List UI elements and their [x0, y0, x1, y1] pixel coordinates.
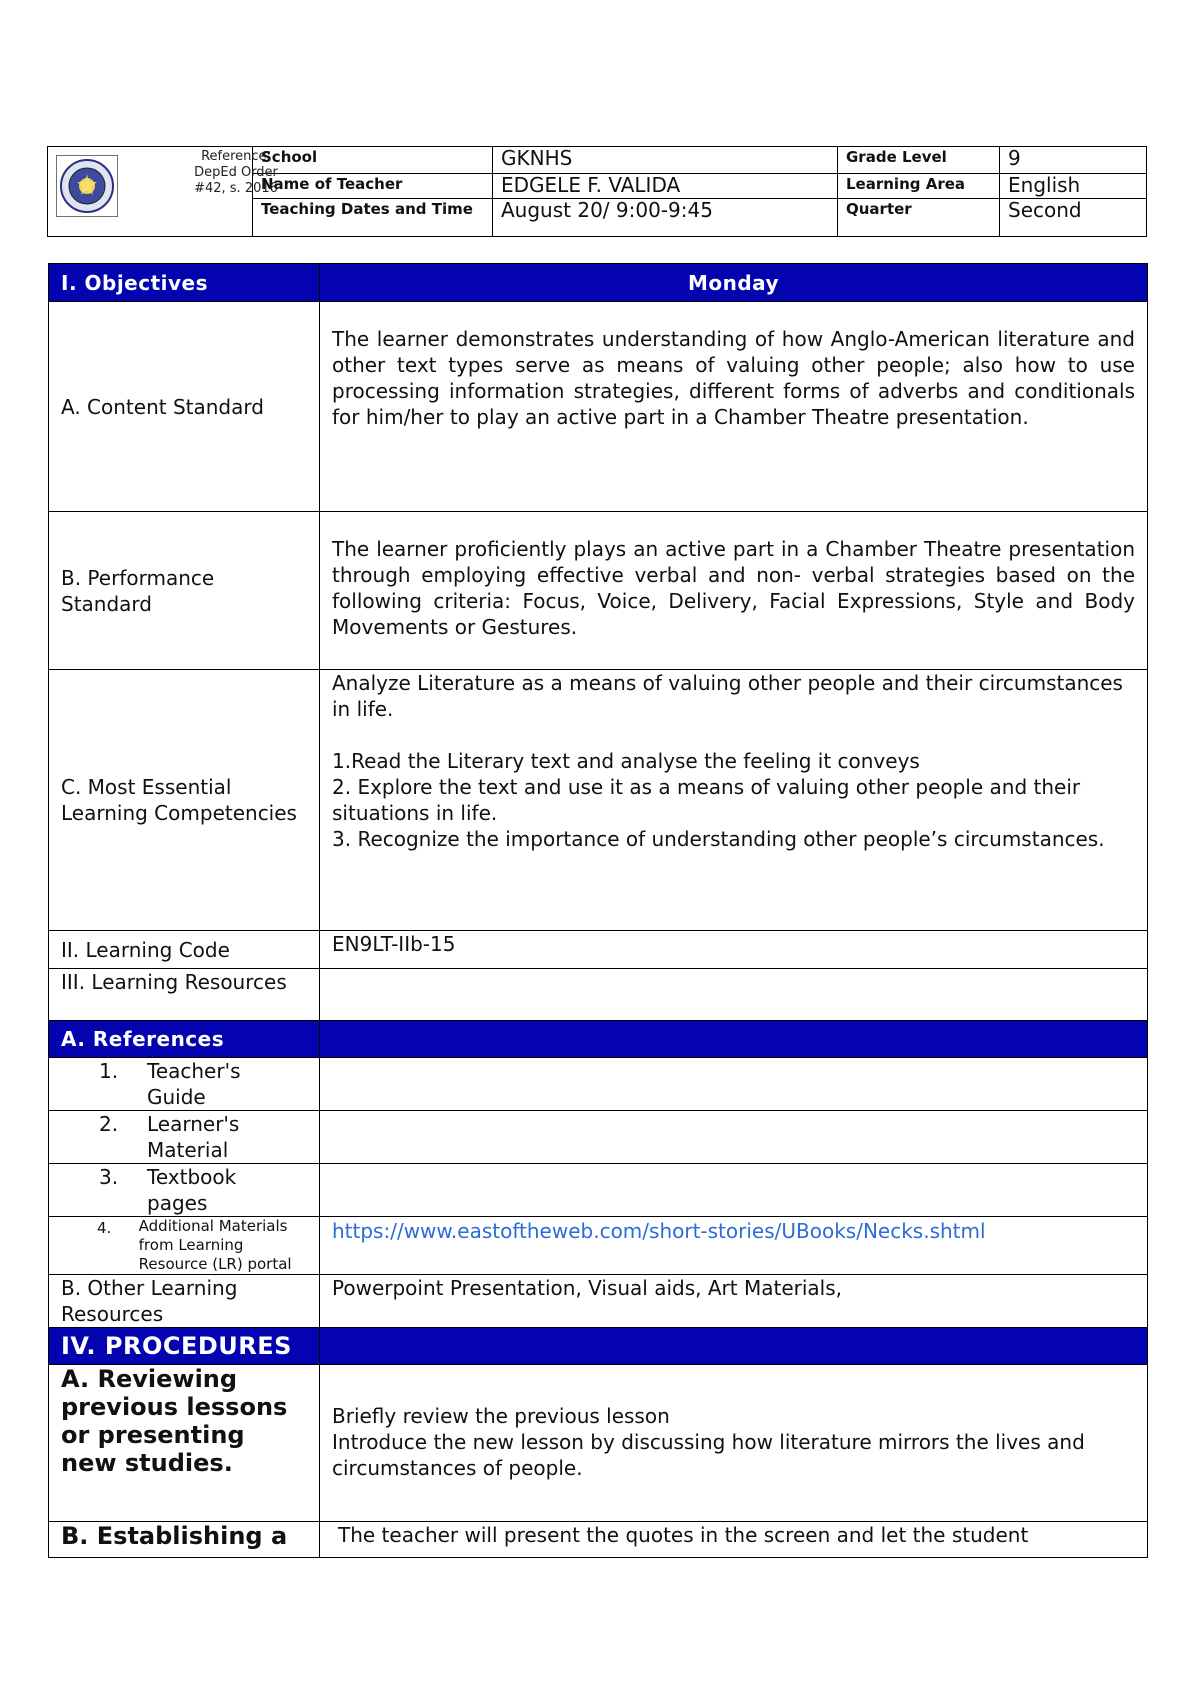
- teacher-label: Name of Teacher: [253, 174, 493, 198]
- references-header-row: [49, 1021, 1148, 1058]
- reference-row: [49, 1111, 1148, 1164]
- melc-item: 3. Recognize the importance of understanding other people’s circumstances.: [332, 827, 1105, 851]
- header-table: [47, 146, 1147, 237]
- learning-area-value: English: [1000, 174, 1147, 198]
- reference-value: [320, 1111, 1148, 1164]
- procedures-bar-fill: [320, 1328, 1148, 1365]
- grade-level-label: Grade Level: [838, 147, 1000, 174]
- learning-resources-row: [49, 969, 1148, 1021]
- learning-resources-value: [320, 969, 1148, 1021]
- procedure-a-row: [49, 1365, 1148, 1522]
- melc-row: [49, 670, 1148, 931]
- procedures-header-row: [49, 1328, 1148, 1365]
- school-label: School: [253, 147, 493, 174]
- reference-label-cell: [49, 1058, 320, 1111]
- reference-row: [49, 1217, 1148, 1275]
- performance-standard-row: [49, 512, 1148, 670]
- day-heading: Monday: [320, 264, 1148, 302]
- reference-note: [180, 149, 292, 197]
- performance-standard-text: The learner proficiently plays an active part in a Chamber Theatre presentation through employing effective verbal and non- verbal strategies based on the following criteria: Focus, Voice, Delivery, Facial Expressions, Style and Body Movements or Gestures.: [320, 512, 1148, 670]
- learning-resources-label: III. Learning Resources: [49, 969, 320, 1021]
- reference-text: Reference: DepEd Order #42, s. 2016: [194, 149, 278, 196]
- logo-cell: [48, 147, 278, 237]
- procedure-a-label: A. Reviewing previous lessons or presenting new studies.: [49, 1365, 320, 1522]
- learning-area-label: Learning Area: [838, 174, 1000, 198]
- melc-intro: Analyze Literature as a means of valuing other people and their circumstances in life.: [332, 671, 1123, 721]
- reference-label-cell: [49, 1217, 320, 1275]
- procedure-b-row: [49, 1522, 1148, 1558]
- reference-num: 3.: [99, 1165, 119, 1189]
- reference-num: 1.: [99, 1059, 119, 1083]
- dates-value: August 20/ 9:00-9:45: [493, 198, 838, 236]
- melc-cell: [320, 670, 1148, 931]
- melc-item: 1.Read the Literary text and analyse the feeling it conveys: [332, 749, 920, 773]
- reference-label-cell: [49, 1164, 320, 1217]
- melc-item: 2. Explore the text and use it as a means of valuing other people and their situations in life.: [332, 775, 1081, 825]
- lr-portal-link[interactable]: https://www.eastoftheweb.com/short-stories/UBooks/Necks.shtml: [332, 1219, 986, 1243]
- objectives-header-row: [49, 264, 1148, 302]
- objectives-heading: I. Objectives: [49, 264, 320, 302]
- procedure-a-line: Briefly review the previous lesson: [332, 1404, 670, 1428]
- procedure-a-cell: [320, 1365, 1148, 1522]
- other-resources-value: Powerpoint Presentation, Visual aids, Art Materials,: [320, 1275, 1148, 1328]
- procedure-b-value: The teacher will present the quotes in the screen and let the student: [320, 1522, 1148, 1558]
- procedures-heading: IV. PROCEDURES: [49, 1328, 320, 1365]
- other-resources-label: B. Other Learning Resources: [49, 1275, 320, 1328]
- other-resources-row: [49, 1275, 1148, 1328]
- grade-level-value: 9: [1000, 147, 1147, 174]
- reference-label-cell: [49, 1111, 320, 1164]
- dates-label: Teaching Dates and Time: [253, 198, 493, 236]
- references-bar-fill: [320, 1021, 1148, 1058]
- learning-code-value: EN9LT-IIb-15: [320, 931, 1148, 969]
- learning-code-row: [49, 931, 1148, 969]
- content-standard-text: The learner demonstrates understanding of how Anglo-American literature and other text types serve as means of valuing other people; also how to use processing information strategies, different forms of adverbs and conditionals for him/her to play an active part in a Chamber Theatre presentation.: [320, 302, 1148, 512]
- reference-num: 4.: [97, 1219, 112, 1237]
- reference-row: [49, 1058, 1148, 1111]
- quarter-value: Second: [1000, 198, 1147, 236]
- reference-row: [49, 1164, 1148, 1217]
- performance-standard-label: B. Performance Standard: [49, 512, 320, 670]
- reference-label: Teacher's Guide: [147, 1059, 241, 1109]
- reference-label: Additional Materials from Learning Resource (LR) portal: [138, 1217, 292, 1273]
- reference-value: [320, 1164, 1148, 1217]
- school-value: GKNHS: [493, 147, 838, 174]
- procedure-a-line: Introduce the new lesson by discussing how literature mirrors the lives and circumstances of people.: [332, 1430, 1085, 1480]
- quarter-label: Quarter: [838, 198, 1000, 236]
- procedure-b-label: B. Establishing a: [49, 1522, 320, 1558]
- reference-num: 2.: [99, 1112, 119, 1136]
- deped-seal-icon: [56, 155, 118, 217]
- reference-value: [320, 1058, 1148, 1111]
- reference-label: Learner's Material: [147, 1112, 240, 1162]
- lesson-plan-table: [48, 263, 1148, 1558]
- learning-code-label: II. Learning Code: [49, 931, 320, 969]
- content-standard-label: A. Content Standard: [49, 302, 320, 512]
- reference-label: Textbook pages: [147, 1165, 237, 1215]
- references-heading: A. References: [49, 1021, 320, 1058]
- melc-label: C. Most Essential Learning Competencies: [49, 670, 320, 931]
- content-standard-row: [49, 302, 1148, 512]
- teacher-value: EDGELE F. VALIDA: [493, 174, 838, 198]
